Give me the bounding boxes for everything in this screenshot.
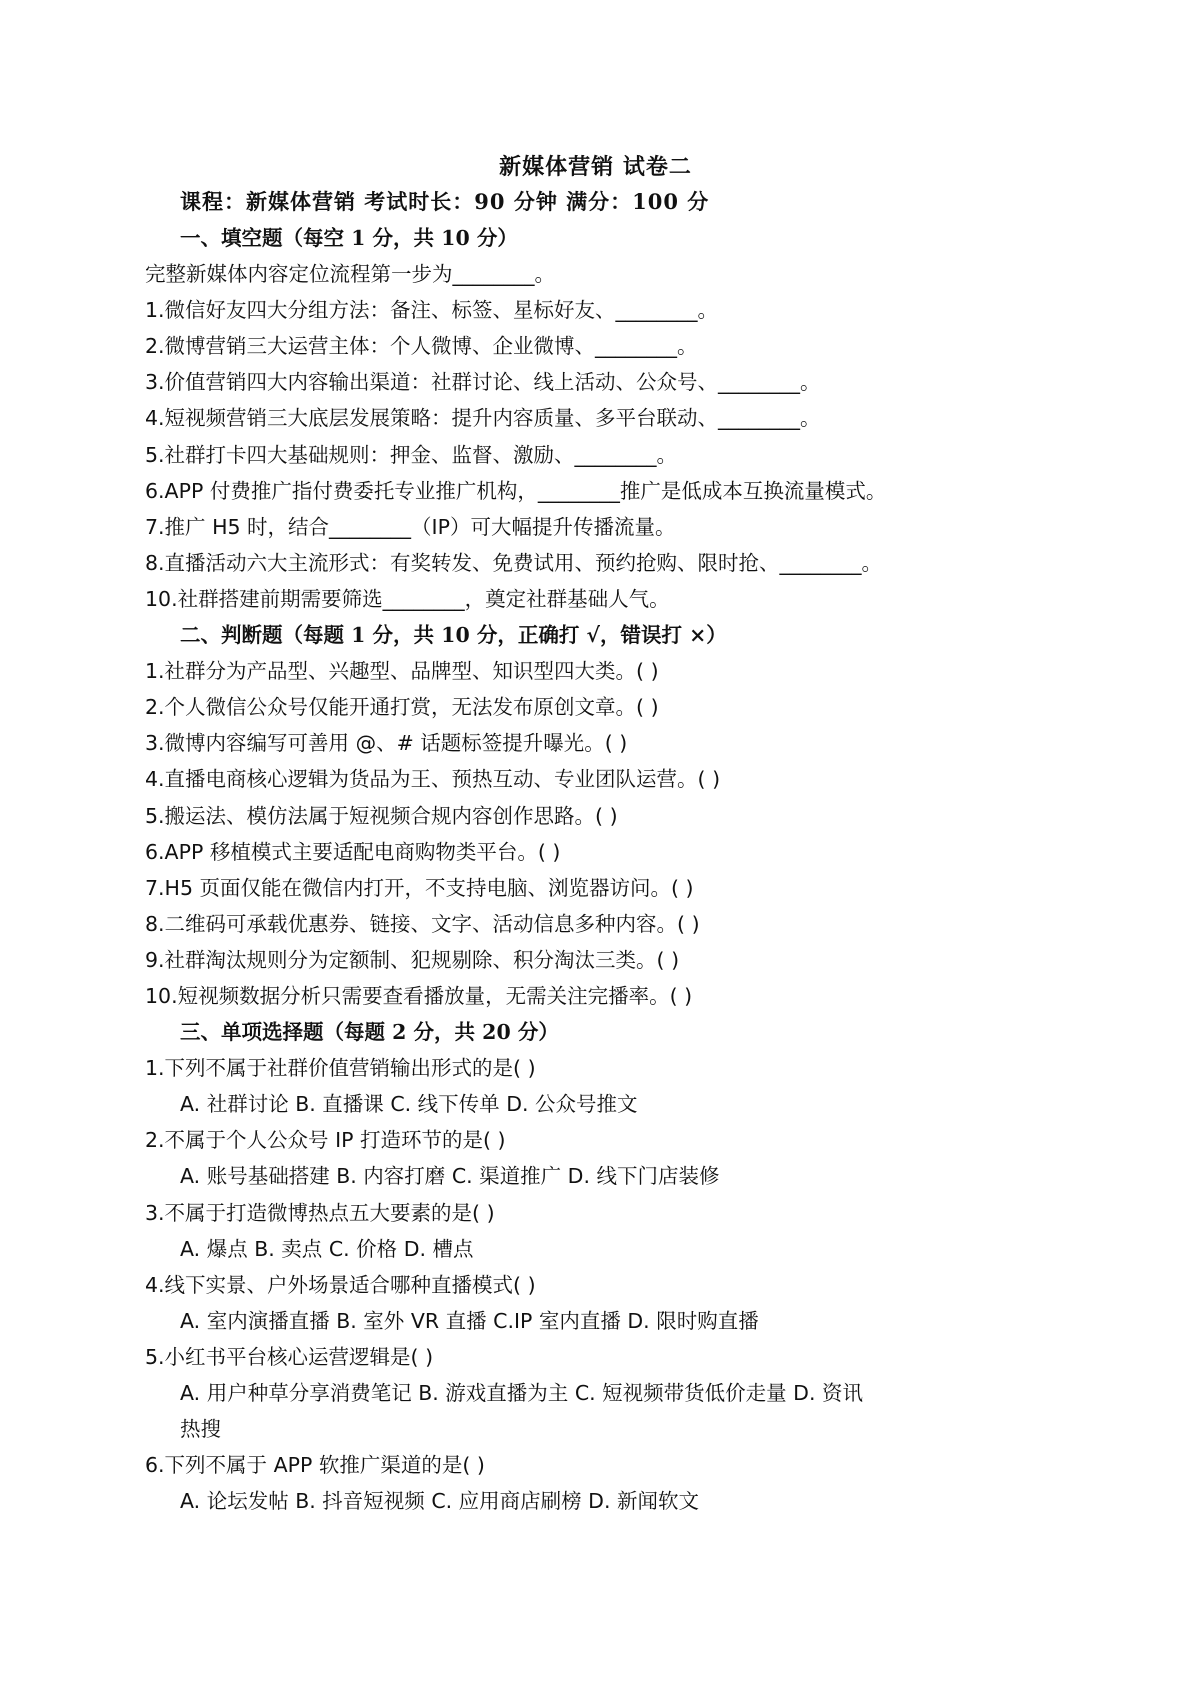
question-line: 完整新媒体内容定位流程第一步为________。 [145, 262, 555, 287]
page-title: 新媒体营销 试卷二 [499, 154, 692, 180]
question-line: 3.不属于打造微博热点五大要素的是( ) [145, 1200, 495, 1225]
question-line: 6.下列不属于 APP 软推广渠道的是( ) [145, 1453, 485, 1478]
question-line: 4.线下实景、户外场景适合哪种直播模式( ) [145, 1272, 536, 1297]
question-line: 9.社群淘汰规则分为定额制、犯规剔除、积分淘汰三类。( ) [145, 947, 680, 972]
question-line: 1.社群分为产品型、兴趣型、品牌型、知识型四大类。( ) [145, 659, 659, 684]
answer-options: A. 室内演播直播 B. 室外 VR 直播 C.IP 室内直播 D. 限时购直播 [180, 1308, 759, 1333]
answer-options: A. 用户种草分享消费笔记 B. 游戏直播为主 C. 短视频带货低价走量 D. 资讯 [180, 1381, 864, 1405]
question-line: 10.社群搭建前期需要筛选________，奠定社群基础人气。 [145, 586, 670, 611]
question-line: 6.APP 移植模式主要适配电商购物类平台。( ) [145, 839, 561, 864]
question-line: 10.短视频数据分析只需要查看播放量，无需关注完播率。( ) [145, 983, 693, 1008]
question-line: 8.直播活动六大主流形式：有奖转发、免费试用、预约抢购、限时抢、________。 [145, 550, 883, 575]
question-line: 1.下列不属于社群价值营销输出形式的是( ) [145, 1056, 536, 1081]
question-line: 2.不属于个人公众号 IP 打造环节的是( ) [145, 1128, 506, 1153]
answer-options: A. 论坛发帖 B. 抖音短视频 C. 应用商店刷榜 D. 新闻软文 [180, 1489, 700, 1514]
section-heading: 三、单项选择题（每题 2 分，共 20 分） [180, 1020, 559, 1045]
question-line: 7.H5 页面仅能在微信内打开，不支持电脑、浏览器访问。( ) [145, 875, 694, 900]
answer-options: A. 社群讨论 B. 直播课 C. 线下传单 D. 公众号推文 [180, 1092, 638, 1117]
question-line: 5.搬运法、模仿法属于短视频合规内容创作思路。( ) [145, 803, 618, 828]
question-line: 5.小红书平台核心运营逻辑是( ) [145, 1344, 434, 1369]
exam-meta: 课程：新媒体营销 考试时长：90 分钟 满分：100 分 [180, 189, 710, 214]
section-heading: 一、填空题（每空 1 分，共 10 分） [180, 226, 518, 250]
question-line: 5.社群打卡四大基础规则：押金、监督、激励、________。 [145, 442, 678, 467]
exam-body [145, 220, 1155, 1519]
question-line: 7.推广 H5 时，结合________（IP）可大幅提升传播流量。 [145, 514, 676, 539]
answer-options: 热搜 [180, 1417, 221, 1442]
question-line: 3.微博内容编写可善用 @、# 话题标签提升曝光。( ) [145, 731, 628, 756]
question-line: 1.微信好友四大分组方法：备注、标签、星标好友、________。 [145, 298, 719, 323]
question-line: 3.价值营销四大内容输出渠道：社群讨论、线上活动、公众号、________。 [145, 370, 821, 395]
question-line: 8.二维码可承载优惠券、链接、文字、活动信息多种内容。( ) [145, 911, 700, 936]
question-line: 2.个人微信公众号仅能开通打赏，无法发布原创文章。( ) [145, 695, 659, 720]
question-line: 2.微博营销三大运营主体：个人微博、企业微博、________。 [145, 334, 698, 359]
answer-options: A. 爆点 B. 卖点 C. 价格 D. 槽点 [180, 1236, 474, 1261]
answer-options: A. 账号基础搭建 B. 内容打磨 C. 渠道推广 D. 线下门店装修 [180, 1164, 720, 1189]
question-line: 4.短视频营销三大底层发展策略：提升内容质量、多平台联动、________。 [145, 406, 821, 431]
question-line: 4.直播电商核心逻辑为货品为王、预热互动、专业团队运营。( ) [145, 767, 721, 792]
section-heading: 二、判断题（每题 1 分，共 10 分，正确打 √，错误打 ×） [180, 623, 727, 648]
question-line: 6.APP 付费推广指付费委托专业推广机构，________推广是低成本互换流量模式。 [145, 478, 887, 503]
